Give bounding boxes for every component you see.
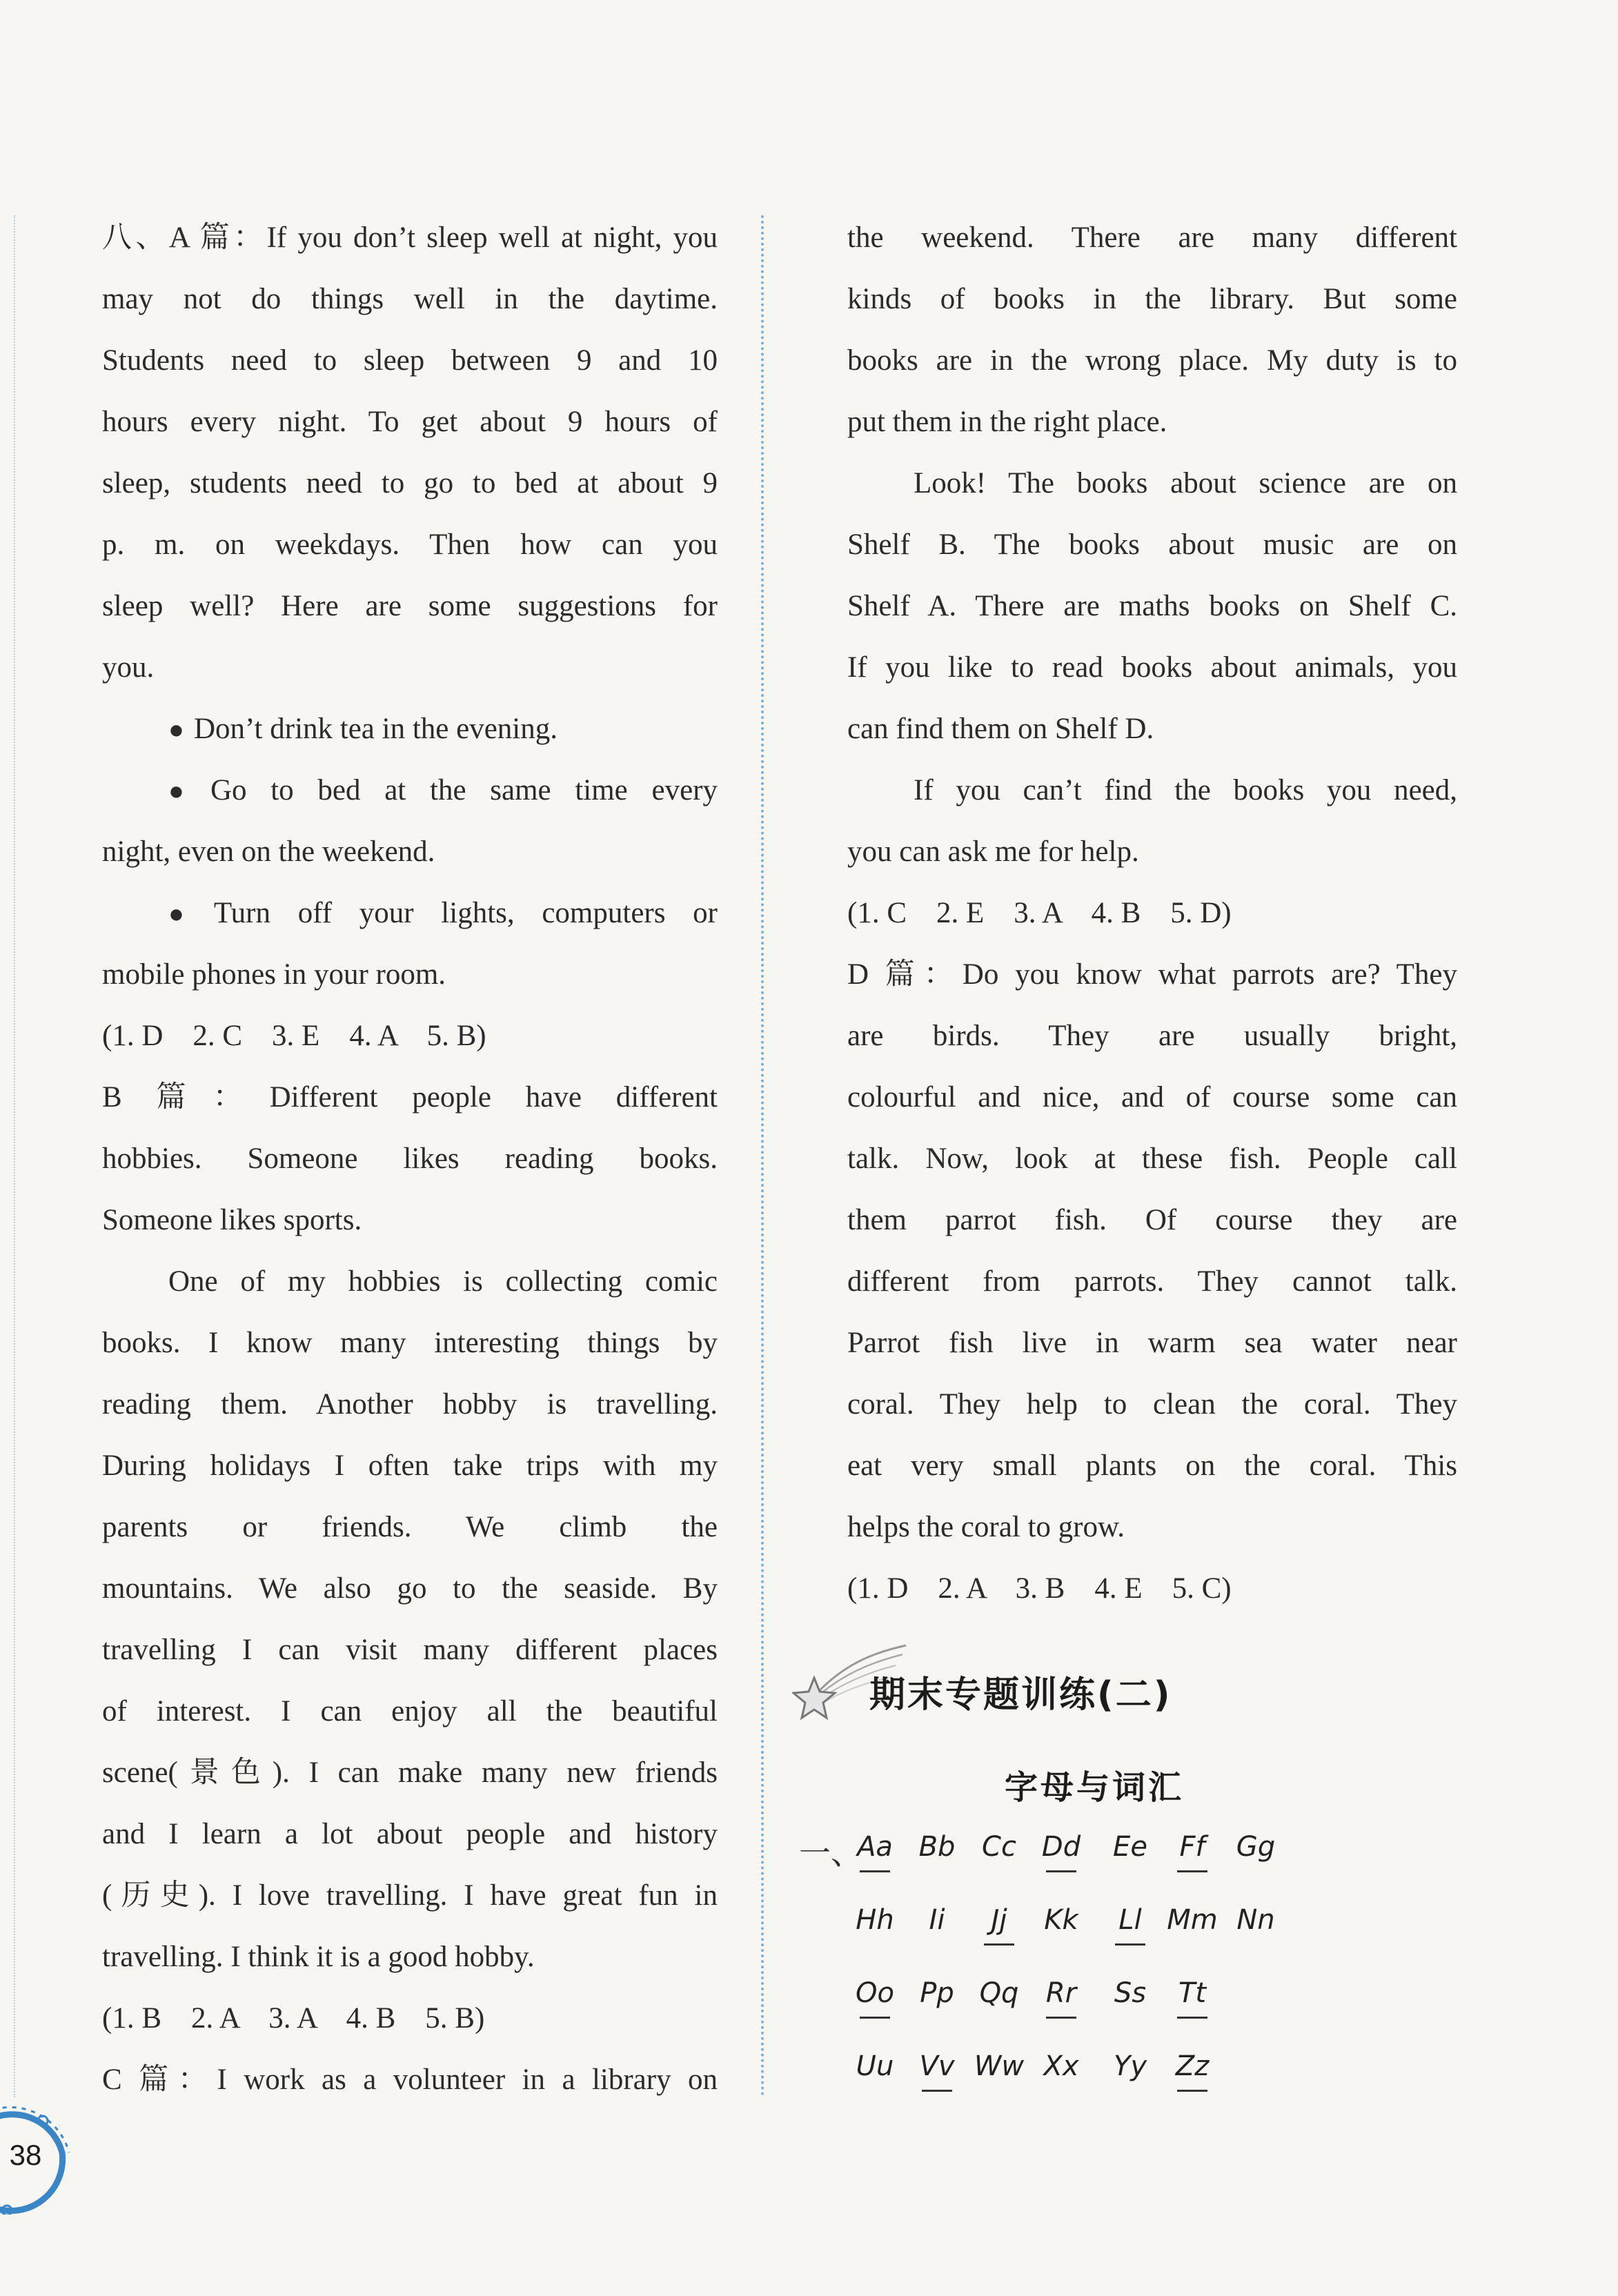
text-line: hobbies. Someone likes reading books. <box>102 1142 718 1175</box>
text-line: you can ask me for help. <box>847 835 1139 868</box>
text-line: Students need to sleep between 9 and 10 <box>102 344 718 377</box>
letter-pair: Gg <box>1236 1831 1276 1863</box>
letter-pair: Dd <box>1034 1831 1089 1863</box>
page-number: 38 <box>9 2139 42 2171</box>
letter-pair: Ww <box>974 2050 1025 2082</box>
text-line: them parrot fish. Of course they are <box>847 1204 1457 1236</box>
answer-key-line: (1. C 2. E 3. A 4. B 5. D) <box>847 897 1232 929</box>
text-line: parents or friends. We climb the <box>102 1511 718 1543</box>
letter-pair: Cc <box>982 1831 1016 1863</box>
text-line: the weekend. There are many different <box>847 221 1457 254</box>
text-line: of interest. I can enjoy all the beautiful <box>102 1695 718 1728</box>
letter-pair: Aa <box>847 1831 902 1863</box>
text-line: p. m. on weekdays. Then how can you <box>102 528 718 561</box>
letter-pair: Xx <box>1043 2050 1079 2082</box>
letter-pair: Rr <box>1034 1977 1089 2009</box>
section-subtitle: 字母与词汇 <box>1005 1768 1185 1807</box>
text-line: different from parrots. They cannot talk. <box>847 1265 1457 1298</box>
text-line: Look! The books about science are on <box>914 467 1457 499</box>
section-header <box>792 1642 1275 1725</box>
text-line: B 篇：Different people have different <box>102 1081 718 1114</box>
section-title: 期末专题训练(二) <box>869 1674 1172 1716</box>
text-line: you. <box>102 651 155 684</box>
text-line: mobile phones in your room. <box>102 958 446 991</box>
column-divider <box>761 215 764 2097</box>
text-line: Shelf A. There are maths books on Shelf C. <box>847 590 1457 622</box>
text-line: Shelf B. The books about music are on <box>847 528 1457 561</box>
letter-pair: Qq <box>979 1977 1019 2009</box>
letter-pair: Hh <box>856 1904 894 1936</box>
text-line: ● Don’t drink tea in the evening. <box>102 698 718 760</box>
text-line: colourful and nice, and of course some can <box>847 1081 1457 1114</box>
text-line: may not do things well in the daytime. <box>102 283 718 315</box>
text-line: books are in the wrong place. My duty is to <box>847 344 1457 377</box>
letter-pair: Yy <box>1113 2050 1147 2082</box>
text-line: mountains. We also go to the seaside. By <box>102 1572 718 1605</box>
text-line: night, even on the weekend. <box>102 835 435 868</box>
text-line: sleep well? Here are some suggestions for <box>102 590 718 622</box>
text-line: D 篇：Do you know what parrots are? They <box>847 958 1457 991</box>
text-line: scene(景色). I can make many new friends <box>102 1756 718 1789</box>
letter-pair: Ff <box>1165 1831 1220 1863</box>
margin-dotted-line <box>14 215 15 2097</box>
letter-pair: Tt <box>1165 1977 1220 2009</box>
text-line: travelling I can visit many different places <box>102 1634 718 1666</box>
text-line: books. I know many interesting things by <box>102 1327 718 1359</box>
letter-pair: Ee <box>1113 1831 1147 1863</box>
letter-pair: Vv <box>909 2050 965 2082</box>
letter-pair: Kk <box>1044 1904 1078 1936</box>
text-line: helps the coral to grow. <box>847 1511 1125 1543</box>
text-line: C 篇：I work as a volunteer in a library on <box>102 2064 718 2096</box>
text-line: ● Turn off your lights, computers or <box>102 882 718 944</box>
letter-pair: Nn <box>1236 1904 1275 1936</box>
answer-key-line: (1. D 2. A 3. B 4. E 5. C) <box>847 1572 1232 1605</box>
answer-key-line: (1. D 2. C 3. E 4. A 5. B) <box>102 1020 486 1052</box>
text-line: hours every night. To get about 9 hours of <box>102 406 718 438</box>
text-line: put them in the right place. <box>847 406 1167 438</box>
letter-pair: Zz <box>1165 2050 1220 2082</box>
text-line: talk. Now, look at these fish. People call <box>847 1142 1457 1175</box>
letter-pair: Jj <box>971 1904 1027 1936</box>
letter-pair: Oo <box>847 1977 902 2009</box>
text-line: One of my hobbies is collecting comic <box>168 1265 718 1298</box>
text-line: travelling. I think it is a good hobby. <box>102 1941 535 1973</box>
text-line: coral. They help to clean the coral. They <box>847 1388 1457 1421</box>
text-line: and I learn a lot about people and history <box>102 1818 718 1850</box>
answer-key-line: (1. B 2. A 3. A 4. B 5. B) <box>102 2002 485 2035</box>
letter-pair: Uu <box>856 2050 894 2082</box>
text-line: eat very small plants on the coral. This <box>847 1449 1457 1482</box>
text-line: If you like to read books about animals, you <box>847 651 1457 684</box>
text-line: can find them on Shelf D. <box>847 713 1154 745</box>
text-line: reading them. Another hobby is travelling. <box>102 1388 718 1421</box>
text-line: (历史). I love travelling. I have great fun in <box>102 1879 718 1912</box>
letter-pair: Ll <box>1103 1904 1158 1936</box>
letter-grid <box>793 1828 1345 2118</box>
letter-pair: Pp <box>920 1977 954 2009</box>
text-line: sleep, students need to go to bed at about 9 <box>102 467 718 499</box>
text-line: ● Go to bed at the same time every <box>102 760 718 821</box>
text-line: kinds of books in the library. But some <box>847 283 1457 315</box>
text-line: If you can’t find the books you need, <box>914 774 1457 806</box>
text-line: are birds. They are usually bright, <box>847 1020 1457 1052</box>
letter-pair: Ii <box>929 1904 945 1936</box>
text-line: During holidays I often take trips with my <box>102 1449 718 1482</box>
letter-pair: Mm <box>1167 1904 1218 1936</box>
text-line: Parrot fish live in warm sea water near <box>847 1327 1457 1359</box>
text-line: Someone likes sports. <box>102 1204 362 1236</box>
letter-pair: Ss <box>1114 1977 1147 2009</box>
letter-pair: Bb <box>918 1831 956 1863</box>
text-line: 八、A 篇：If you don’t sleep well at night, you <box>102 221 718 254</box>
question-number: 一、 <box>799 1834 862 1872</box>
